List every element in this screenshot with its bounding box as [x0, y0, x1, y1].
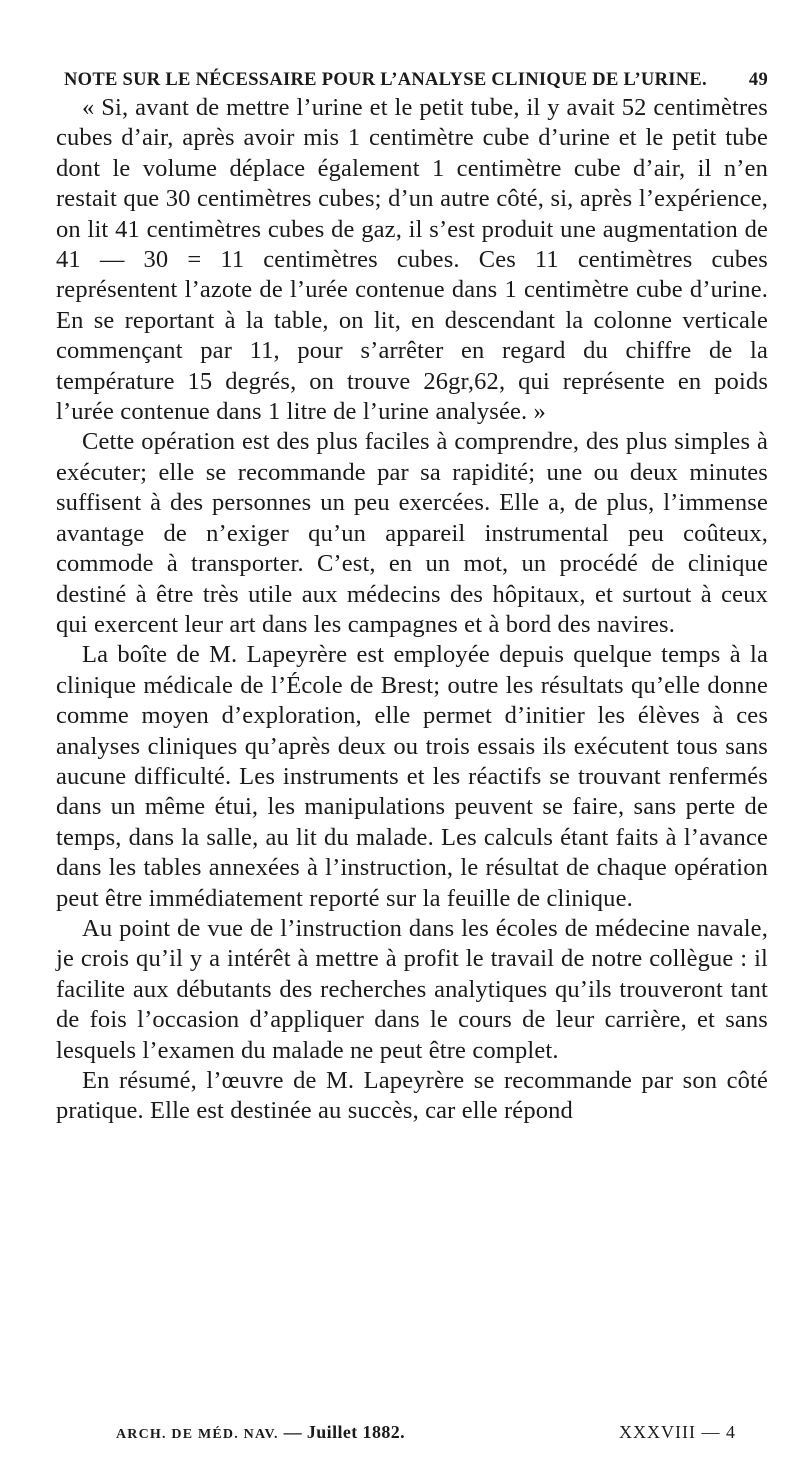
- paragraph-naval-instruction: Au point de vue de l’instruction dans les écoles de médecine navale, je crois qu’il y a intérêt à mettre à profit le travail de notre collègue : il facilite aux débutants des recherches analytiques qu’ils trouveront tant de fois l’occasion d’appliquer dans le cours de leur carrière, et sans lesquels l’examen du malade ne peut être complet.: [56, 914, 768, 1064]
- page-number: 49: [748, 70, 768, 90]
- paragraph-quoted-calculation: « Si, avant de mettre l’urine et le petit tube, il y avait 52 centimètres cubes d’air, après avoir mis 1 centimètre cube d’urine et le petit tube dont le volume déplace également 1 centimètre cube d’air, il n’en restait que 30 centimètres cubes; d’un autre côté, si, après l’expérience, on lit 41 centimètres cubes de gaz, il s’est produit une augmentation de 41 — 30 = 11 centimètres cubes. Ces 11 centimètres cubes représentent l’azote de l’urée contenue dans 1 centimètre cube d’urine. En se reportant à la table, on lit, en descendant la colonne verticale commençant par 11, pour s’arrêter en regard du chiffre de la température 15 degrés, on trouve 26gr,62, qui représente en poids l’urée contenue dans 1 litre de l’urine analysée. »: [56, 94, 768, 426]
- paragraph-procedure-advantages: Cette opération est des plus faciles à comprendre, des plus simples à exécuter; elle se recommande par sa rapidité; une ou deux minutes suffisent à des personnes un peu exercées. Elle a, de plus, l’immense avantage de n’exiger qu’un appareil instrumental peu coûteux, commode à transporter. C’est, en un mot, un procédé de clinique destiné à être très utile aux médecins des hôpitaux, et surtout à ceux qui exercent leur art dans les campagnes et à bord des navires.: [56, 428, 768, 638]
- journal-abbreviation: ARCH. DE MÉD. NAV.: [116, 1427, 279, 1442]
- page-footer: [116, 1422, 736, 1443]
- paragraph-summary: En résumé, l’œuvre de M. Lapeyrère se recommande par son côté pratique. Elle est destinée au succès, car elle répond: [56, 1067, 768, 1125]
- paragraph-brest-clinic: La boîte de M. Lapeyrère est employée depuis quelque temps à la clinique médicale de l’École de Brest; outre les résultats qu’elle donne comme moyen d’exploration, elle permet d’initier les élèves à ces analyses cliniques qu’après deux ou trois essais ils exécutent tous sans aucune difficulté. Les instruments et les réactifs se trouvant renfermés dans un même étui, les manipulations peuvent se faire, sans perte de temps, dans la salle, au lit du malade. Les calculs étant faits à l’avance dans les tables annexées à l’instruction, le résultat de chaque opération peut être immédiatement reporté sur la feuille de clinique.: [56, 641, 768, 912]
- volume-signature: XXXVIII — 4: [619, 1422, 736, 1442]
- running-title: NOTE SUR LE NÉCESSAIRE POUR L’ANALYSE CLINIQUE DE L’URINE.: [64, 70, 707, 90]
- page: [56, 70, 768, 1127]
- footer-citation: [116, 1422, 405, 1443]
- body-text: [56, 93, 768, 1127]
- issue-date: — Juillet 1882.: [283, 1422, 406, 1442]
- running-header: [56, 70, 768, 91]
